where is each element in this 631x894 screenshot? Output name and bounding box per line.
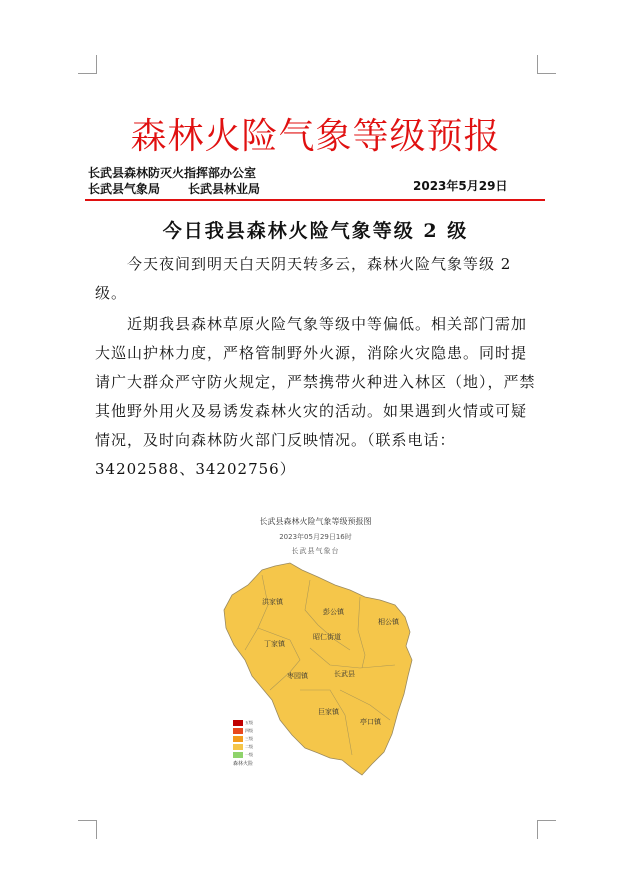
town-label: 亭口镇 <box>360 718 381 726</box>
legend-swatch <box>233 736 243 742</box>
town-label: 彭公镇 <box>323 608 344 616</box>
town-label: 相公镇 <box>378 618 399 626</box>
issue-date: 2023年5月29日 <box>413 179 508 193</box>
map-title: 长武县森林火险气象等级预报图 <box>259 517 372 526</box>
org-office: 长武县森林防灭火指挥部办公室 <box>88 166 257 180</box>
town-label: 昭仁街道 <box>313 633 341 641</box>
town-label: 枣园镇 <box>287 672 308 680</box>
legend-item: 三级 <box>233 735 263 742</box>
legend-swatch <box>233 744 243 750</box>
town-label: 巨家镇 <box>318 708 339 716</box>
map-source: 长武县气象台 <box>291 547 340 555</box>
org-weather-bureau: 长武县气象局 <box>88 182 161 196</box>
forecast-headline: 今日我县森林火险气象等级 2 级 <box>162 220 469 242</box>
legend-item: 四级 <box>233 727 263 734</box>
town-label: 长武县 <box>334 670 355 678</box>
map-time: 2023年05月29日16时 <box>279 533 352 541</box>
town-label: 洪家镇 <box>262 598 283 606</box>
map-legend <box>233 719 263 767</box>
legend-title: 森林火险 <box>233 761 254 767</box>
legend-item: 一级 <box>233 751 263 758</box>
legend-item: 二级 <box>233 743 263 750</box>
legend-item: 五级 <box>233 719 263 726</box>
forecast-paragraph: 今天夜间到明天白天阴天转多云，森林火险气象等级 2 级。 <box>95 255 512 302</box>
legend-swatch <box>233 728 243 734</box>
legend-swatch <box>233 720 243 726</box>
document-title: 森林火险气象等级预报 <box>130 116 501 157</box>
advisory-paragraph: 近期我县森林草原火险气象等级中等偏低。相关部门需加大巡山护林力度，严格管制野外火源，消除火灾隐患。同时提请广大群众严守防火规定，严禁携带火种进入林区（地），严禁其他野外用火及易诱发森林火灾的活动。如果遇到火情或可疑情况，及时向森林防火部门反映情况。（联系电话：34202588、34202756） <box>95 315 536 478</box>
town-label: 丁家镇 <box>264 640 285 648</box>
org-forestry-bureau: 长武县林业局 <box>188 182 261 196</box>
legend-swatch <box>233 752 243 758</box>
